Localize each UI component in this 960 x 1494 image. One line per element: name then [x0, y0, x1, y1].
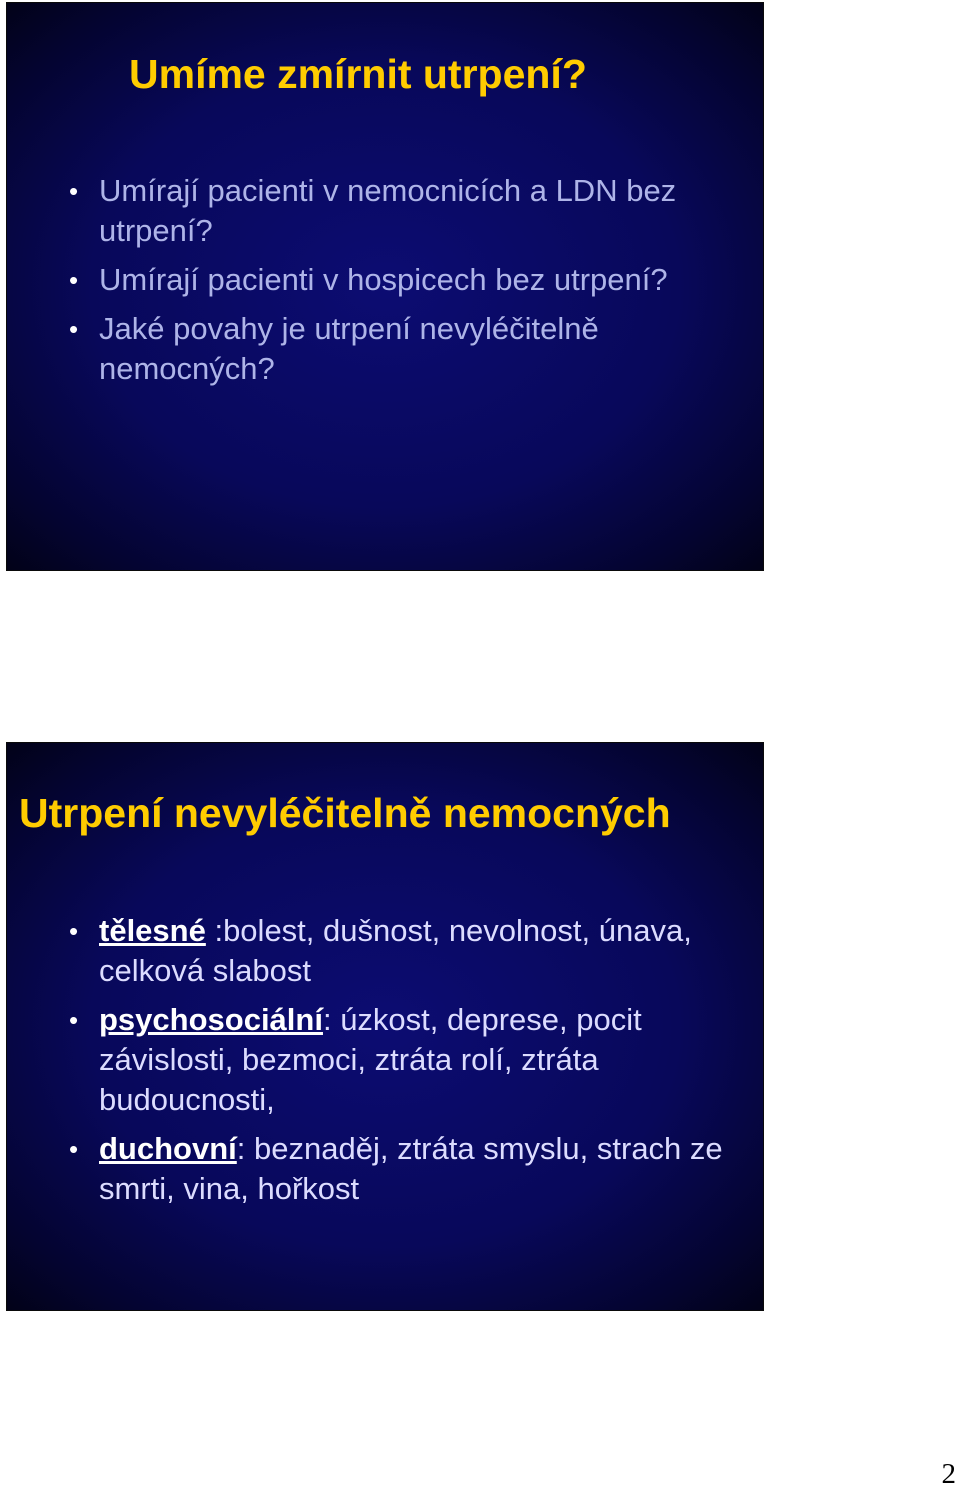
bullet-icon: •	[69, 1005, 79, 1035]
bullet-icon: •	[69, 176, 79, 206]
slide-1	[6, 2, 764, 571]
slide-2-title: Utrpení nevyléčitelně nemocných	[19, 790, 671, 836]
slide-2-bullet-list	[69, 911, 739, 1218]
bullet-icon: •	[69, 265, 79, 295]
bullet-item	[69, 309, 739, 389]
bullet-text: : beznaděj, ztráta smyslu, strach ze smrti, vina, hořkost	[99, 1131, 723, 1206]
bullet-text: :bolest, dušnost, nevolnost, únava, celková slabost	[99, 913, 692, 988]
bullet-icon: •	[69, 916, 79, 946]
slide-2	[6, 742, 764, 1311]
page-number: 2	[941, 1458, 956, 1490]
bullet-item	[69, 911, 739, 991]
bullet-text: Umírají pacienti v hospicech bez utrpení?	[99, 262, 668, 297]
bullet-text: : úzkost, deprese, pocit závislosti, bezmoci, ztráta rolí, ztráta budoucnosti,	[99, 1002, 642, 1117]
bullet-item	[69, 1000, 739, 1120]
keyword-physical: tělesné	[99, 913, 206, 948]
bullet-item	[69, 1129, 739, 1209]
slide-1-title: Umíme zmírnit utrpení?	[129, 51, 587, 97]
bullet-item	[69, 171, 739, 251]
bullet-icon: •	[69, 1134, 79, 1164]
bullet-icon: •	[69, 314, 79, 344]
keyword-spiritual: duchovní	[99, 1131, 237, 1166]
slide-1-bullet-list	[69, 171, 739, 398]
keyword-psychosocial: psychosociální	[99, 1002, 323, 1037]
bullet-text: Jaké povahy je utrpení nevyléčitelně nemocných?	[99, 311, 599, 386]
bullet-text: Umírají pacienti v nemocnicích a LDN bez utrpení?	[99, 173, 677, 248]
bullet-item	[69, 260, 739, 300]
